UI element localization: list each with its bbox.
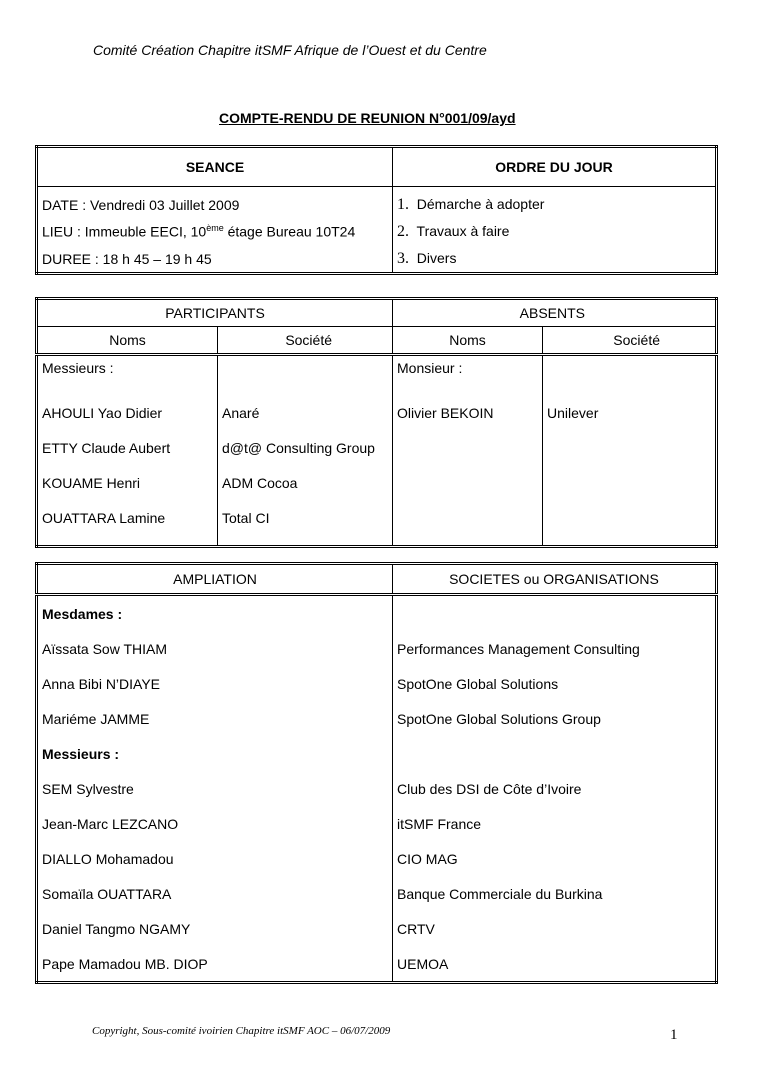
seance-date: DATE : Vendredi 03 Juillet 2009 xyxy=(37,187,393,219)
table-row xyxy=(37,771,717,806)
seance-lieu: LIEU : Immeuble EECI, 10ème étage Bureau 10T24 xyxy=(37,218,393,245)
table-row xyxy=(37,595,717,632)
cell: SpotOne Global Solutions Group xyxy=(393,701,717,736)
table-row xyxy=(37,701,717,736)
seance-header: SEANCE xyxy=(37,147,393,187)
cell: Club des DSI de Côte d’Ivoire xyxy=(393,771,717,806)
table-row xyxy=(37,806,717,841)
participants-header: PARTICIPANTS xyxy=(37,299,393,327)
cell: UEMOA xyxy=(393,946,717,983)
cell: Messieurs : xyxy=(42,360,114,376)
cell: Performances Management Consulting xyxy=(393,631,717,666)
cell: ETTY Claude Aubert xyxy=(42,439,171,456)
organisations-header: SOCIETES ou ORGANISATIONS xyxy=(393,564,717,595)
cell: AHOULI Yao Didier xyxy=(42,404,163,421)
participants-table xyxy=(35,297,718,548)
table-row xyxy=(37,946,717,983)
cell: Olivier BEKOIN xyxy=(393,395,543,430)
cell: Pape Mamadou MB. DIOP xyxy=(42,955,208,972)
cell: Mesdames : xyxy=(42,605,123,622)
cell: SEM Sylvestre xyxy=(42,780,134,797)
cell: Somaïla OUATTARA xyxy=(42,885,172,902)
cell xyxy=(543,500,717,535)
cell xyxy=(218,355,393,396)
col-noms: Noms xyxy=(393,327,543,355)
cell xyxy=(393,430,543,465)
agenda-item: 3. Divers xyxy=(397,249,457,267)
cell: Messieurs : xyxy=(42,745,120,762)
seance-table xyxy=(35,145,718,275)
cell: Jean-Marc LEZCANO xyxy=(42,815,179,832)
cell: CRTV xyxy=(393,911,717,946)
cell: Unilever xyxy=(543,395,717,430)
cell xyxy=(393,736,717,771)
cell xyxy=(543,465,717,500)
cell: Aïssata Sow THIAM xyxy=(42,640,168,657)
col-societe: Société xyxy=(543,327,717,355)
page-number: 1 xyxy=(670,1027,678,1043)
table-row xyxy=(37,500,717,535)
seance-duree: DUREE : 18 h 45 – 19 h 45 xyxy=(37,245,393,274)
cell: Anna Bibi N’DIAYE xyxy=(42,675,161,692)
agenda-item: 1. Démarche à adopter xyxy=(397,195,545,213)
cell: Anaré xyxy=(218,395,393,430)
ampliation-table xyxy=(35,562,718,984)
table-row xyxy=(37,736,717,771)
absents-header: ABSENTS xyxy=(393,299,717,327)
page-footer: Copyright, Sous-comité ivoirien Chapitre itSMF AOC – 06/07/2009 xyxy=(92,1025,391,1037)
document-title: COMPTE-RENDU DE REUNION N°001/09/ayd xyxy=(219,110,516,126)
cell: SpotOne Global Solutions xyxy=(393,666,717,701)
table-row xyxy=(37,631,717,666)
cell xyxy=(543,355,717,396)
table-row xyxy=(37,876,717,911)
cell: Banque Commerciale du Burkina xyxy=(393,876,717,911)
cell xyxy=(543,430,717,465)
cell xyxy=(393,500,543,535)
ampliation-header: AMPLIATION xyxy=(37,564,393,595)
cell: d@t@ Consulting Group xyxy=(218,430,393,465)
cell xyxy=(393,465,543,500)
cell: DIALLO Mohamadou xyxy=(42,850,174,867)
col-noms: Noms xyxy=(37,327,218,355)
table-row xyxy=(37,355,717,396)
cell: Total CI xyxy=(218,500,393,535)
cell: itSMF France xyxy=(393,806,717,841)
cell: Monsieur : xyxy=(393,355,543,396)
table-row xyxy=(37,841,717,876)
table-row xyxy=(37,465,717,500)
page-header: Comité Création Chapitre itSMF Afrique de l’Ouest et du Centre xyxy=(93,42,487,58)
agenda-header: ORDRE DU JOUR xyxy=(393,147,717,187)
col-societe: Société xyxy=(218,327,393,355)
cell: ADM Cocoa xyxy=(218,465,393,500)
table-row xyxy=(37,430,717,465)
cell: OUATTARA Lamine xyxy=(42,509,166,526)
table-row xyxy=(37,395,717,430)
cell: Daniel Tangmo NGAMY xyxy=(42,920,191,937)
table-row xyxy=(37,911,717,946)
cell: Mariéme JAMME xyxy=(42,710,150,727)
cell: KOUAME Henri xyxy=(42,474,141,491)
cell xyxy=(393,595,717,632)
table-row xyxy=(37,666,717,701)
agenda-item: 2. Travaux à faire xyxy=(397,222,510,240)
cell: CIO MAG xyxy=(393,841,717,876)
